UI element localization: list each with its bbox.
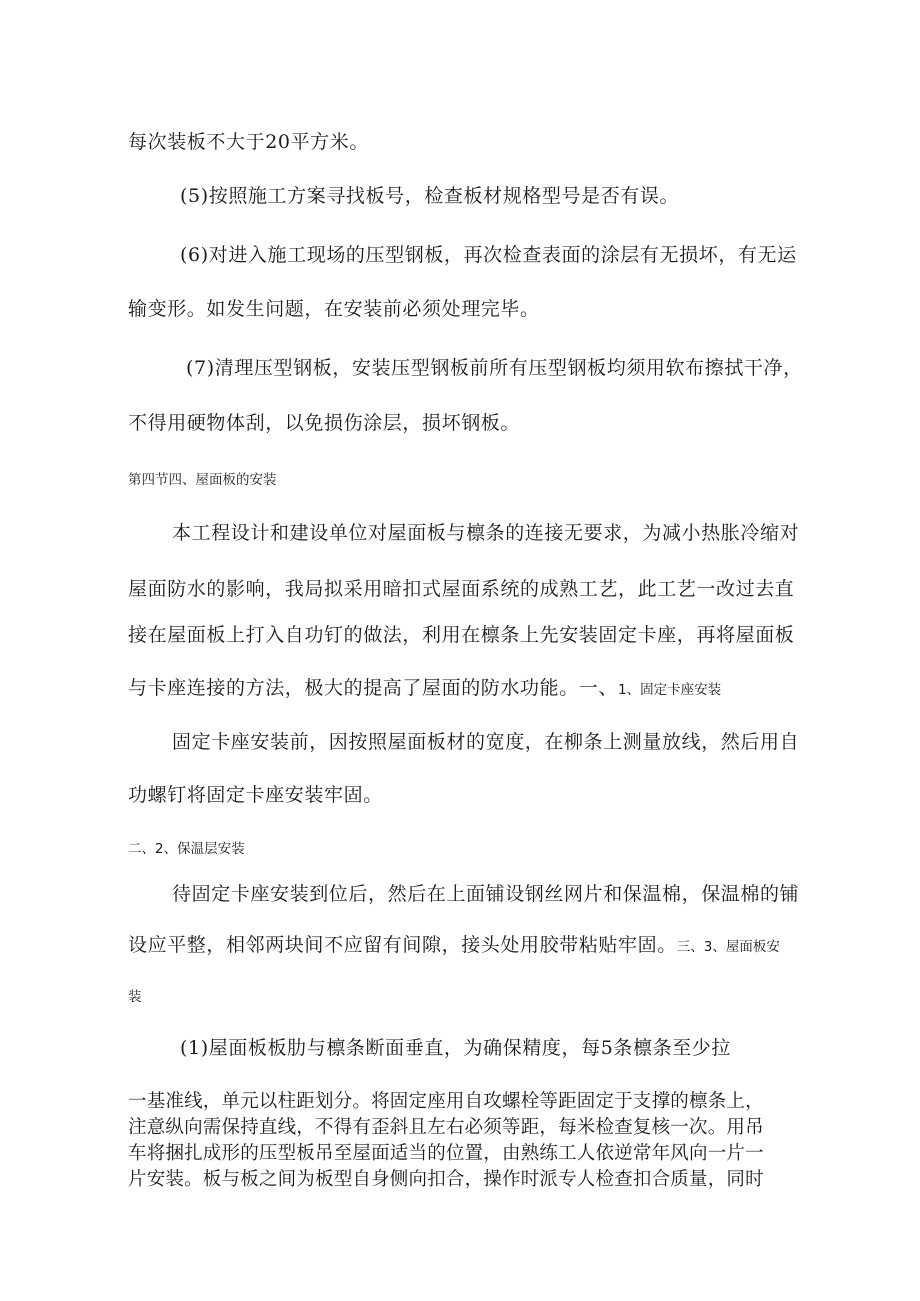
list-item-5: (5)按照施工方案寻找板号，检查板材规格型号是否有误。: [180, 185, 680, 207]
paragraph-line: 接在屋面板上打入自功钉的做法，利用在檩条上先安装固定卡座，再将屋面板: [128, 624, 795, 646]
paragraph-line: 一基准线，单元以柱距划分。将固定座用自攻螺栓等距固定于支撑的檩条上，: [128, 1091, 764, 1112]
paragraph-line: 注意纵向需保持直线，不得有歪斜且左右必须等距，每米检查复核一次。用吊: [128, 1117, 764, 1138]
paragraph-text: 与卡座连接的方法，极大的提高了屋面的防水功能。一、: [128, 677, 619, 699]
list-item-7: (7)清理压型钢板，安装压型钢板前所有压型钢板均须用软布擦拭干净，: [186, 357, 803, 379]
paragraph-line: 待固定卡座安装到位后，然后在上面铺设钢丝网片和保温棉，保温棉的铺: [172, 883, 800, 905]
paragraph-line: 片安装。板与板之间为板型自身侧向扣合，操作时派专人检查扣合质量，同时: [128, 1169, 764, 1190]
subsection-heading: 二、2、保温层安装: [128, 841, 245, 857]
subsection-heading: 1、固定卡座安装: [618, 682, 722, 698]
subsection-heading: 三、3、屋面板安: [676, 939, 780, 955]
list-item-6: (6)对进入施工现场的压型钢板，再次检查表面的涂层有无损坏，有无运: [180, 244, 797, 266]
paragraph-text: 设应平整，相邻两块间不应留有间隙，接头处用胶带粘贴牢固。: [128, 934, 677, 956]
paragraph-line: [128, 674, 824, 704]
section-heading: 第四节四、屋面板的安装: [128, 472, 277, 488]
paragraph-line: [128, 931, 824, 961]
paragraph-line: 输变形。如发生问题，在安装前必须处理完毕。: [128, 298, 540, 320]
paragraph-line: 不得用硬物体刮，以免损伤涂层，损坏钢板。: [128, 412, 521, 434]
paragraph-line: 本工程设计和建设单位对屋面板与檩条的连接无要求，为减小热胀冷缩对: [172, 522, 800, 544]
paragraph-line: 每次装板不大于20平方米。: [128, 131, 369, 153]
paragraph-line: 功螺钉将固定卡座安装牢固。: [128, 784, 383, 806]
paragraph-line: 固定卡座安装前，因按照屋面板材的宽度，在柳条上测量放线，然后用自: [172, 731, 800, 753]
paragraph-line: 车将捆扎成形的压型板吊至屋面适当的位置，由熟练工人依逆常年风向一片一: [128, 1143, 764, 1164]
subsection-heading-continued: 装: [128, 989, 142, 1005]
paragraph-line: 屋面防水的影响，我局拟采用暗扣式屋面系统的成熟工艺，此工艺一改过去直: [128, 578, 795, 600]
list-item-1: (1)屋面板板肋与檩条断面垂直，为确保精度，每5条檩条至少拉: [180, 1037, 732, 1059]
